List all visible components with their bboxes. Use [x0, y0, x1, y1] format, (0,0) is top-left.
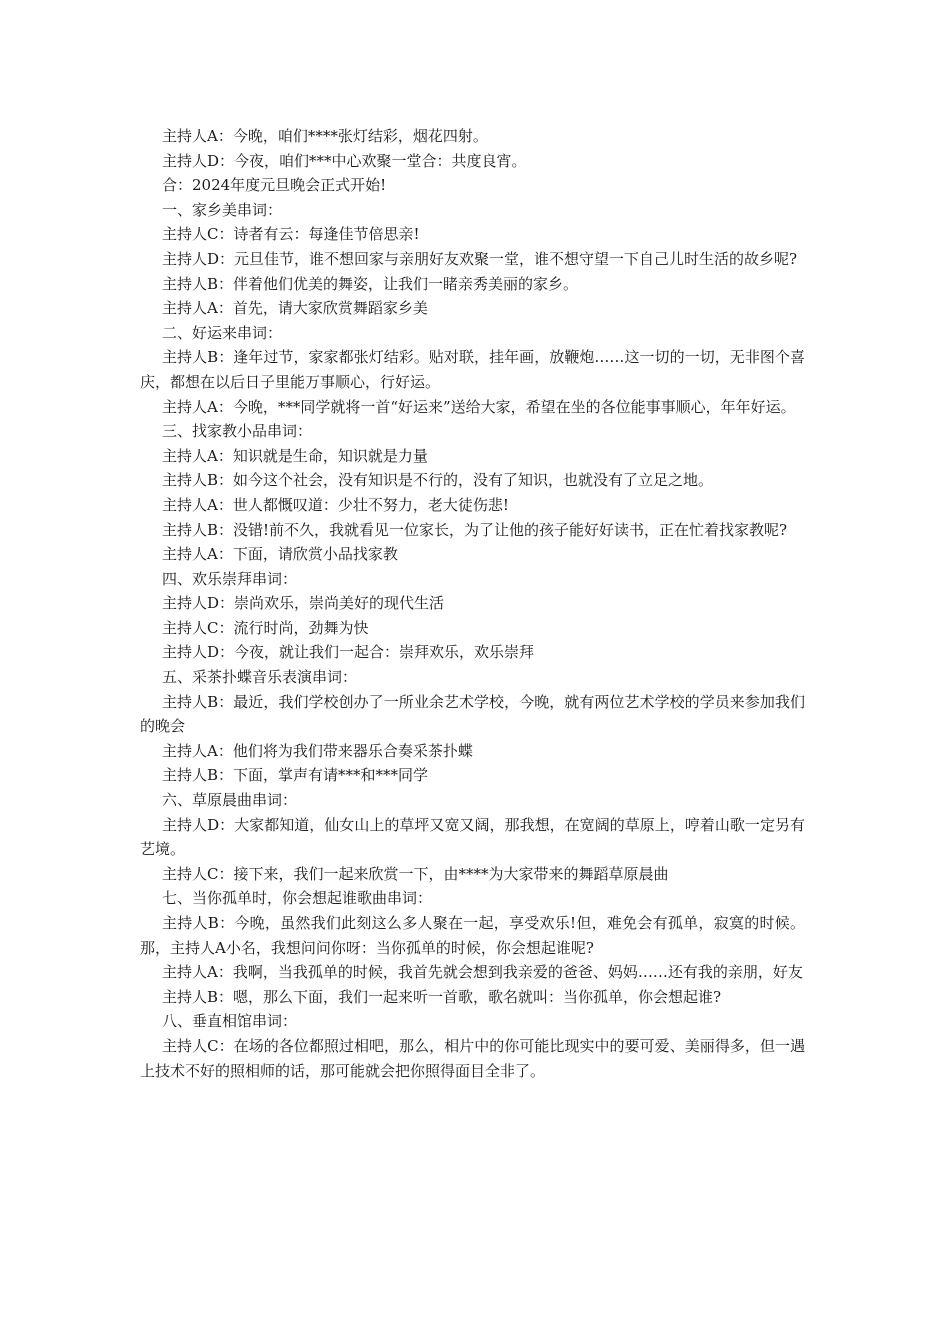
paragraph: 主持人B：伴着他们优美的舞姿，让我们一睹亲秀美丽的家乡。 — [162, 274, 579, 293]
section-heading: 五、采茶扑蝶音乐表演串词： — [162, 668, 358, 687]
document-body — [140, 124, 805, 1083]
section-heading: 六、草原晨曲串词： — [162, 791, 298, 810]
paragraph: 主持人A：今晚，咱们****张灯结彩，烟花四射。 — [162, 127, 488, 145]
paragraph: 主持人B：嗯，那么下面，我们一起来听一首歌，歌名就叫：当你孤单，你会想起谁? — [162, 987, 722, 1006]
paragraph: 主持人C：诗者有云：每逢佳节倍思亲! — [162, 225, 420, 244]
paragraph: 主持人A：今晚，***同学就将一首“好运来”送给大家，希望在坐的各位能事事顺心，年年好运。 — [162, 397, 796, 416]
paragraph: 主持人B：下面，掌声有请***和***同学 — [162, 766, 429, 785]
section-heading: 四、欢乐崇拜串词： — [162, 569, 298, 588]
paragraph: 主持人D：今夜，咱们***中心欢聚一堂合：共度良宵。 — [162, 151, 527, 170]
paragraph: 主持人B：今晚，虽然我们此刻这么多人聚在一起，享受欢乐!但，难免会有孤单，寂寞的时候。那，主持人A小名，我想问问你呀：当你孤单的时候，你会想起谁呢? — [140, 914, 805, 957]
paragraph: 主持人B：如今这个社会，没有知识是不行的，没有了知识，也就没有了立足之地。 — [162, 471, 714, 490]
section-heading: 二、好运来串词： — [162, 323, 283, 342]
paragraph: 主持人D：今夜，就让我们一起合：崇拜欢乐，欢乐崇拜 — [162, 643, 535, 662]
section-heading: 一、家乡美串词： — [162, 200, 283, 219]
section-heading: 七、当你孤单时，你会想起谁歌曲串词： — [162, 889, 433, 908]
paragraph: 合：2024年度元旦晚会正式开始! — [162, 176, 387, 195]
paragraph: 主持人D：元旦佳节，谁不想回家与亲朋好友欢聚一堂，谁不想守望一下自己儿时生活的故乡呢? — [162, 249, 798, 268]
paragraph: 主持人B：最近，我们学校创办了一所业余艺术学校，今晚，就有两位艺术学校的学员来参加我们的晚会 — [140, 692, 805, 736]
paragraph: 主持人A：首先，请大家欣赏舞蹈家乡美 — [162, 299, 428, 318]
paragraph: 主持人A：世人都慨叹道：少壮不努力，老大徒伤悲! — [162, 495, 509, 514]
paragraph: 主持人D：大家都知道，仙女山上的草坪又宽又阔，那我想，在宽阔的草原上，哼着山歌一定另有艺境。 — [140, 815, 805, 859]
paragraph: 主持人A：我啊，当我孤单的时候，我首先就会想到我亲爱的爸爸、妈妈……还有我的亲朋，好友 — [162, 963, 803, 982]
paragraph: 主持人A：知识就是生命，知识就是力量 — [162, 446, 428, 465]
paragraph: 主持人B：逢年过节，家家都张灯结彩。贴对联，挂年画，放鞭炮……这一切的一切，无非图个喜庆，都想在以后日子里能万事顺心，行好运。 — [140, 348, 805, 391]
paragraph: 主持人C：接下来，我们一起来欣赏一下，由****为大家带来的舞蹈草原晨曲 — [162, 864, 669, 883]
paragraph: 主持人D：崇尚欢乐，崇尚美好的现代生活 — [162, 594, 445, 613]
paragraph: 主持人A：下面，请欣赏小品找家教 — [162, 545, 398, 564]
paragraph: 主持人C：流行时尚，劲舞为快 — [162, 618, 369, 637]
paragraph: 主持人C：在场的各位都照过相吧，那么，相片中的你可能比现实中的要可爱、美丽得多，但一遇上技术不好的照相师的话，那可能就会把你照得面目全非了。 — [140, 1036, 805, 1080]
section-heading: 八、垂直相馆串词： — [162, 1012, 298, 1031]
section-heading: 三、找家教小品串词： — [162, 422, 313, 441]
paragraph: 主持人B：没错!前不久，我就看见一位家长，为了让他的孩子能好好读书，正在忙着找家教呢? — [162, 520, 788, 539]
paragraph: 主持人A：他们将为我们带来器乐合奏采茶扑蝶 — [162, 741, 473, 760]
